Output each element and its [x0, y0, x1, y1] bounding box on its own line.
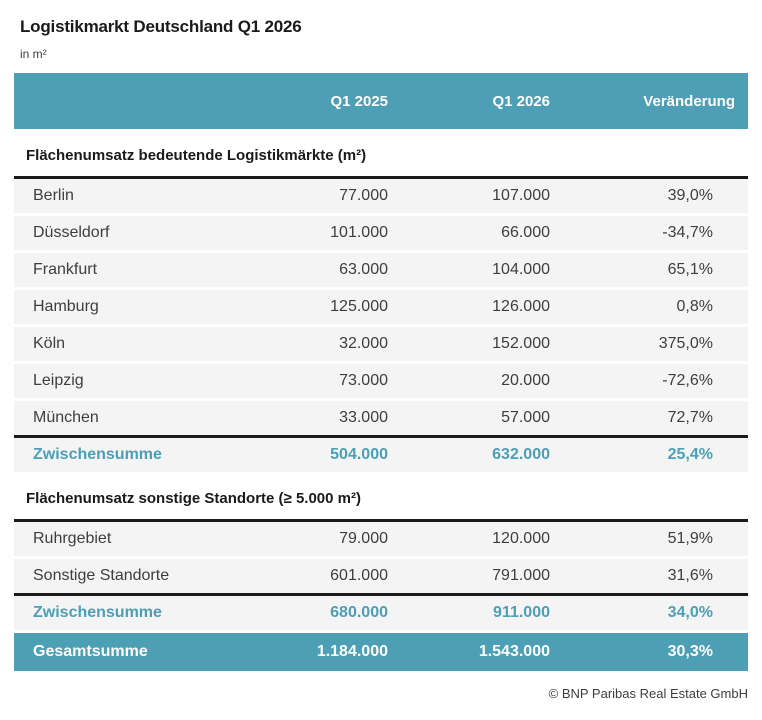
row-label: Köln — [33, 335, 66, 352]
row-label: Ruhrgebiet — [33, 530, 112, 547]
cell-q1-2025: 33.000 — [339, 409, 388, 426]
cell-q1-2026: 57.000 — [501, 409, 550, 426]
unit-label: in m² — [20, 47, 47, 61]
cell-change: 34,0% — [667, 604, 713, 621]
cell-change: 30,3% — [667, 643, 713, 660]
cell-change: -34,7% — [662, 224, 713, 241]
cell-q1-2025: 1.184.000 — [316, 643, 388, 660]
table-header-row — [14, 73, 748, 129]
row-label: Hamburg — [33, 298, 99, 315]
col-header-change: Veränderung — [643, 92, 735, 110]
section-other-locations — [14, 489, 748, 630]
section-rows — [14, 522, 748, 593]
row-label: Zwischensumme — [33, 446, 162, 463]
table-row — [14, 522, 748, 556]
table-row — [14, 179, 748, 213]
cell-q1-2025: 504.000 — [330, 446, 388, 463]
col-header-q1-2025: Q1 2025 — [330, 92, 388, 110]
cell-change: -72,6% — [662, 372, 713, 389]
row-label: Gesamtsumme — [33, 643, 148, 660]
cell-q1-2025: 125.000 — [330, 298, 388, 315]
table-row — [14, 559, 748, 593]
row-label: Sonstige Standorte — [33, 567, 170, 584]
table-row — [14, 401, 748, 435]
copyright: © BNP Paribas Real Estate GmbH — [548, 686, 748, 701]
cell-q1-2026: 120.000 — [492, 530, 550, 547]
cell-change: 51,9% — [667, 530, 713, 547]
table-row — [14, 327, 748, 361]
cell-q1-2026: 791.000 — [492, 567, 550, 584]
table-row — [14, 216, 748, 250]
col-header-q1-2026: Q1 2026 — [492, 92, 550, 110]
cell-q1-2025: 79.000 — [339, 530, 388, 547]
row-label: Berlin — [33, 187, 74, 204]
cell-change: 375,0% — [658, 335, 713, 352]
row-label: Leipzig — [33, 372, 84, 389]
row-label: Zwischensumme — [33, 604, 162, 621]
cell-q1-2026: 104.000 — [492, 261, 550, 278]
section-header: Flächenumsatz bedeutende Logistikmärkte (m²) — [26, 147, 367, 164]
cell-q1-2026: 66.000 — [501, 224, 550, 241]
section-rows — [14, 179, 748, 435]
cell-q1-2026: 632.000 — [492, 446, 550, 463]
section-major-markets — [14, 146, 748, 472]
subtotal-row — [14, 438, 748, 472]
cell-q1-2025: 73.000 — [339, 372, 388, 389]
page-title: Logistikmarkt Deutschland Q1 2026 — [20, 17, 302, 36]
table-row — [14, 364, 748, 398]
table-row — [14, 290, 748, 324]
total-row — [14, 633, 748, 671]
subtotal-row — [14, 596, 748, 630]
row-label: Düsseldorf — [33, 224, 110, 241]
table-row — [14, 253, 748, 287]
cell-change: 31,6% — [667, 567, 713, 584]
cell-change: 25,4% — [667, 446, 713, 463]
section-header: Flächenumsatz sonstige Standorte (≥ 5.000 m²) — [26, 490, 361, 507]
cell-q1-2026: 1.543.000 — [478, 643, 550, 660]
cell-q1-2026: 20.000 — [501, 372, 550, 389]
cell-q1-2025: 101.000 — [330, 224, 388, 241]
cell-change: 65,1% — [667, 261, 713, 278]
cell-change: 39,0% — [667, 187, 713, 204]
cell-change: 72,7% — [667, 409, 713, 426]
cell-q1-2025: 680.000 — [330, 604, 388, 621]
cell-q1-2025: 32.000 — [339, 335, 388, 352]
cell-q1-2026: 911.000 — [493, 604, 550, 621]
cell-q1-2025: 601.000 — [330, 567, 388, 584]
cell-q1-2025: 77.000 — [339, 187, 388, 204]
cell-q1-2026: 126.000 — [492, 298, 550, 315]
row-label: München — [33, 409, 99, 426]
cell-q1-2026: 107.000 — [492, 187, 550, 204]
row-label: Frankfurt — [33, 261, 98, 278]
cell-change: 0,8% — [676, 298, 713, 315]
cell-q1-2025: 63.000 — [339, 261, 388, 278]
cell-q1-2026: 152.000 — [492, 335, 550, 352]
